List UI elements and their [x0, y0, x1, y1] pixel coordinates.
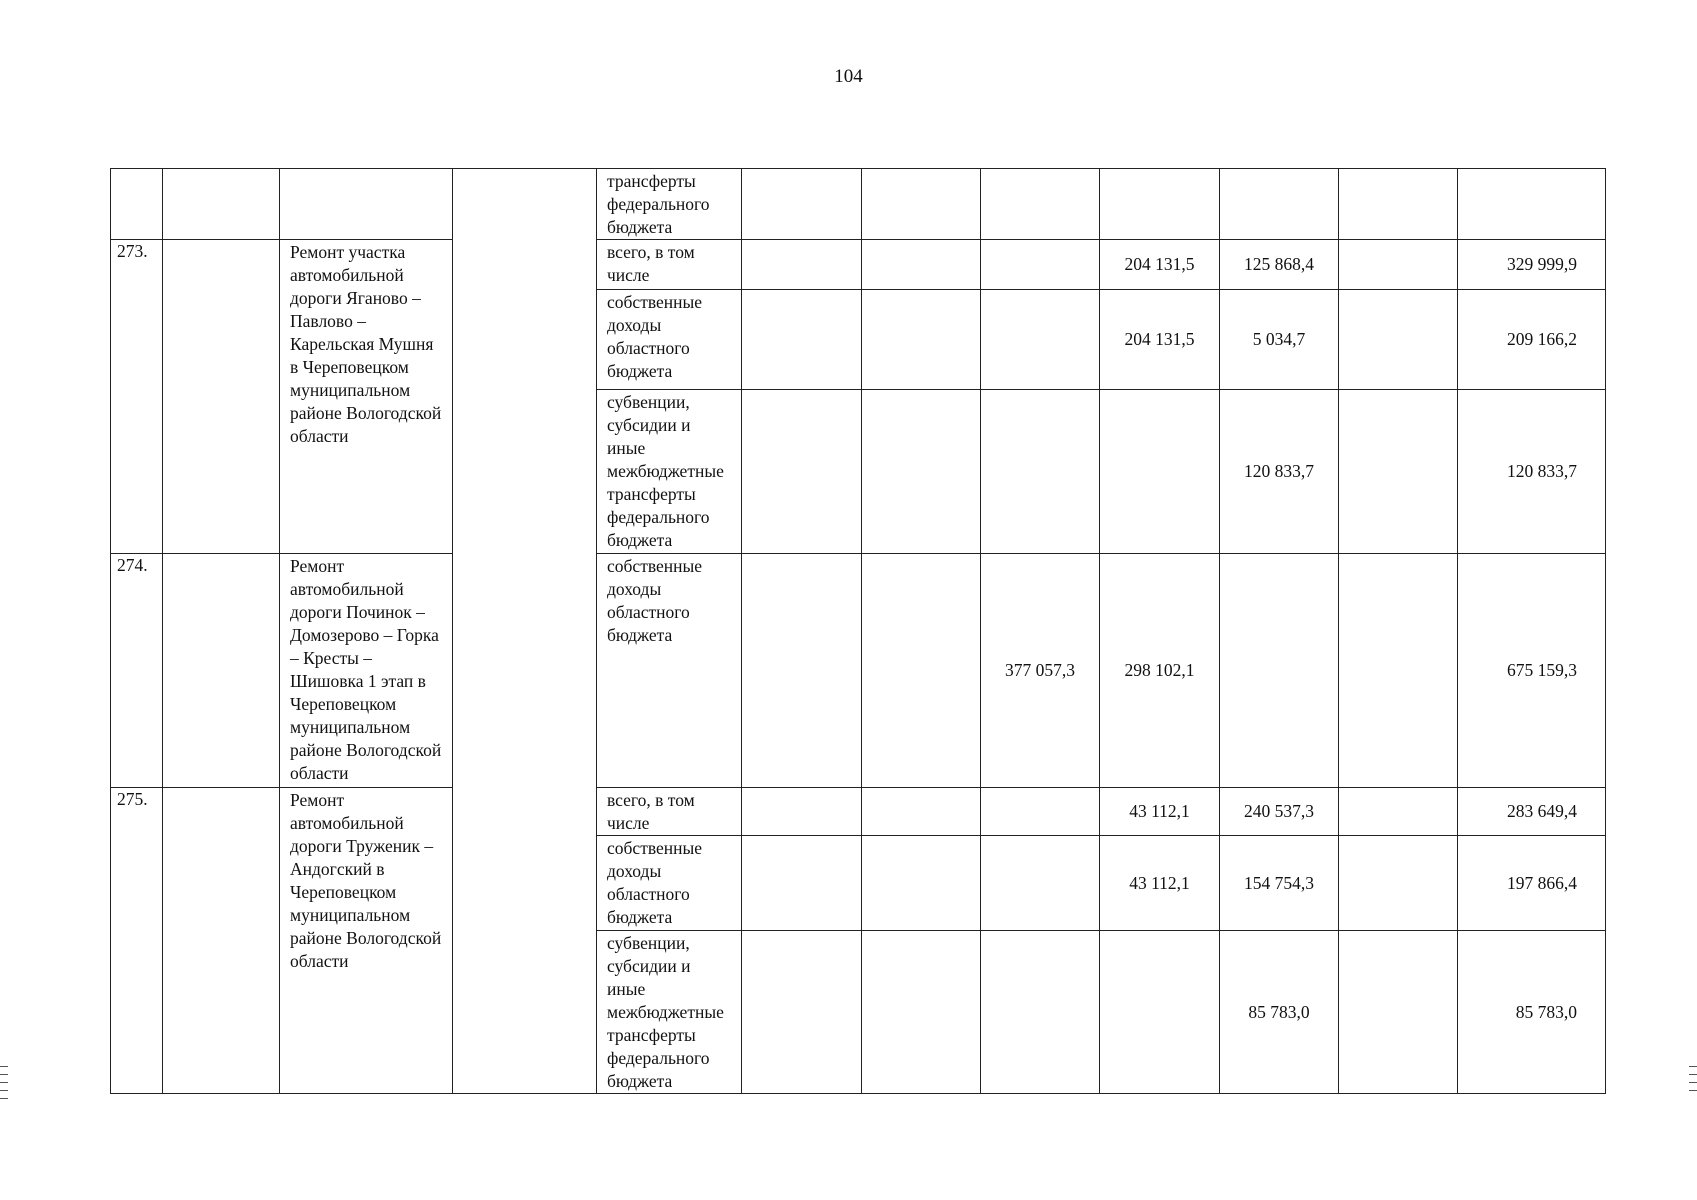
project-name: Ремонт автомобильной дороги Труженик – Андогский в Череповецком муниципальном районе Вологодской области — [280, 788, 453, 1094]
project-name: Ремонт автомобильной дороги Починок – Домозерово – Горка – Кресты – Шишовка 1 этап в Череповецком муниципальном районе Вологодской области — [280, 554, 453, 788]
project-index: 274. — [111, 554, 163, 788]
cell-source: субвенции, субсидии и иные межбюджетные трансферты федерального бюджета — [597, 931, 742, 1094]
page-number: 104 — [834, 66, 863, 87]
cell-value: 85 783,0 — [1220, 931, 1339, 1094]
table-row — [111, 554, 1606, 788]
cell-empty — [163, 169, 280, 240]
cell-total: 85 783,0 — [1458, 931, 1606, 1094]
cell-total: 197 866,4 — [1458, 836, 1606, 931]
cell-name — [280, 169, 453, 240]
cell-source: всего, в том числе — [597, 240, 742, 290]
table-row — [111, 169, 1606, 240]
cell-source: трансферты федерального бюджета — [597, 169, 742, 240]
cell-value: 43 112,1 — [1100, 836, 1220, 931]
cell-value: 5 034,7 — [1220, 290, 1339, 390]
cell-merged-column — [453, 169, 597, 1094]
cell-value: 154 754,3 — [1220, 836, 1339, 931]
table-row — [111, 788, 1606, 836]
project-index: 273. — [111, 240, 163, 554]
cell-index — [111, 169, 163, 240]
cell-source: субвенции, субсидии и иные межбюджетные трансферты федерального бюджета — [597, 390, 742, 554]
project-name: Ремонт участка автомобильной дороги Яганово – Павлово – Карельская Мушня в Череповецком муниципальном районе Вологодской области — [280, 240, 453, 554]
cell-source: собственные доходы областного бюджета — [597, 554, 742, 788]
cell-total: 283 649,4 — [1458, 788, 1606, 836]
cell-value: 204 131,5 — [1100, 290, 1220, 390]
cell-value: 204 131,5 — [1100, 240, 1220, 290]
cell-source: собственные доходы областного бюджета — [597, 290, 742, 390]
cell-value: 120 833,7 — [1220, 390, 1339, 554]
table-row — [111, 240, 1606, 290]
cell-total: 329 999,9 — [1458, 240, 1606, 290]
cell-source: собственные доходы областного бюджета — [597, 836, 742, 931]
cell-total: 675 159,3 — [1458, 554, 1606, 788]
cell-value: 240 537,3 — [1220, 788, 1339, 836]
budget-table — [110, 168, 1606, 1094]
cell-total: 209 166,2 — [1458, 290, 1606, 390]
cell-value: 377 057,3 — [981, 554, 1100, 788]
cell-value: 43 112,1 — [1100, 788, 1220, 836]
cell-source: всего, в том числе — [597, 788, 742, 836]
cell-value: 125 868,4 — [1220, 240, 1339, 290]
cell-value: 298 102,1 — [1100, 554, 1220, 788]
cell-total: 120 833,7 — [1458, 390, 1606, 554]
project-index: 275. — [111, 788, 163, 1094]
